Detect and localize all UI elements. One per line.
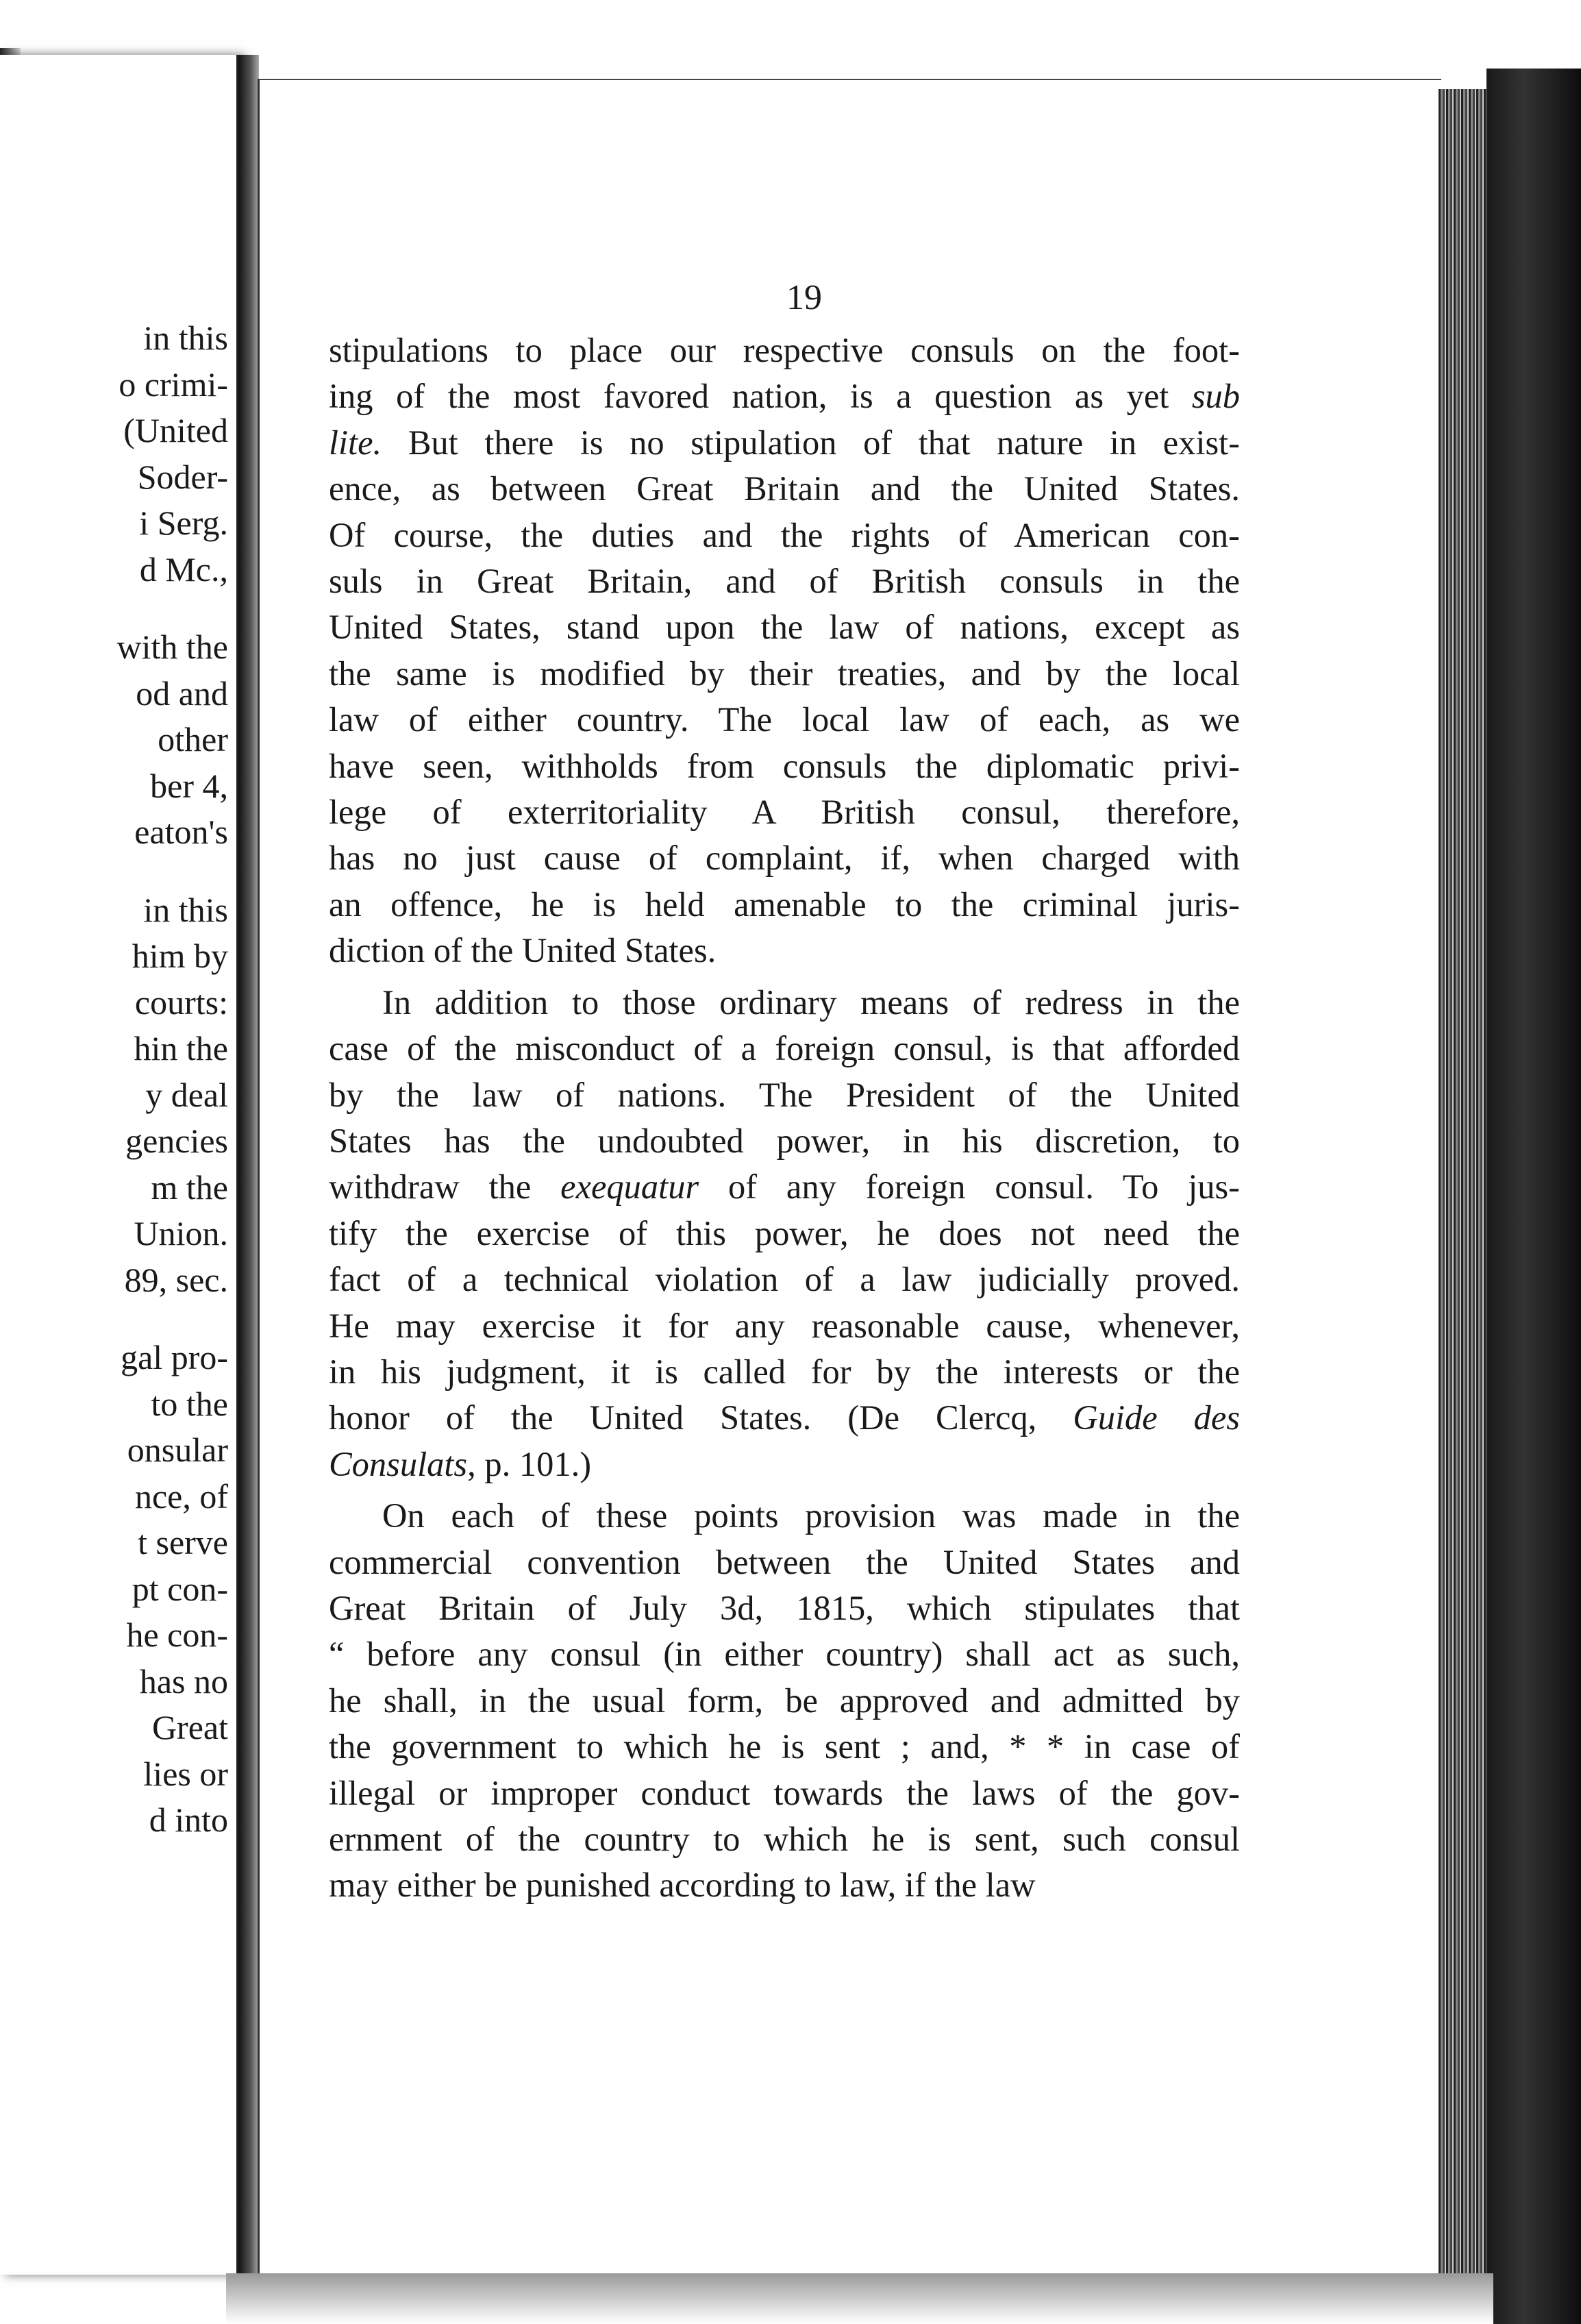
left-page-gap [2,1303,228,1335]
left-page-line: gencies [125,1122,228,1160]
text-run: has no just cause of complaint, if, when charged with [329,839,1240,878]
text-line [329,882,1240,928]
italic-run: exequatur [560,1167,699,1207]
text-run: in his judgment, it is called for by the interests or the [329,1352,1240,1391]
text-run: ing of the most favored nation, is a question as yet [329,377,1192,416]
text-run: withdraw the [329,1167,561,1207]
left-page-line: Union. [134,1214,228,1252]
text-run: suls in Great Britain, and of British consuls in the [329,562,1240,601]
left-page-line: t serve [138,1523,228,1561]
left-page-line: in this [143,319,228,357]
left-page-line: 89, sec. [124,1260,228,1299]
text-line [329,1303,1240,1349]
left-page-line: hin the [134,1029,228,1067]
left-page-text-fragments [2,315,228,1844]
text-run: of any foreign consul. To jus- [699,1167,1240,1207]
book-cover [1486,69,1581,2324]
text-run: commercial convention between the United States and [329,1542,1240,1581]
text-line [329,1770,1240,1816]
text-run: Of course, the duties and the rights of American con- [329,515,1240,554]
left-page-gap [2,856,228,887]
text-line [329,1631,1240,1677]
left-page-line: Great [151,1708,228,1746]
left-page-line: courts: [134,982,228,1022]
left-page [0,55,239,2275]
left-page-line: d into [149,1801,228,1839]
text-run: illegal or improper conduct towards the laws of the gov- [329,1773,1240,1812]
text-line [329,1257,1240,1302]
text-run: He may exercise it for any reasonable cause, whenever, [329,1306,1240,1345]
text-line [329,604,1240,650]
text-line [329,373,1240,419]
text-line [329,1442,1240,1487]
text-run: lege of exterritoriality A British consul, therefore, [329,793,1240,832]
text-run: tify the exercise of this power, he does not need the [329,1213,1240,1252]
text-run: have seen, withholds from consuls the diplomatic privi- [329,746,1240,785]
text-run: ernment of the country to which he is sent, such consul [329,1820,1240,1858]
text-line [329,1816,1240,1862]
italic-run: lite. [329,423,382,462]
text-line [329,1493,1240,1539]
page-edges [1439,89,1486,2282]
text-line [329,743,1240,789]
text-line [329,1862,1240,1908]
text-line [329,835,1240,881]
text-line [329,928,1240,974]
text-line [329,980,1240,1026]
left-page-line: (United [123,411,228,449]
text-run: stipulations to place our respective consuls on the foot- [329,331,1240,369]
text-run: United States, stand upon the law of nations, except as [329,608,1240,647]
left-page-line: o crimi- [119,364,228,404]
left-page-line: y deal [145,1075,228,1114]
paragraph [329,327,1240,974]
text-run: he shall, in the usual form, be approved and admitted by [329,1681,1240,1720]
left-page-line: with the [116,628,228,666]
left-page-line: eaton's [134,813,228,851]
left-page-line: d Mc., [139,549,228,589]
text-line [329,1164,1240,1210]
left-page-line: has no [139,1661,228,1701]
text-line [329,1118,1240,1164]
left-page-line: pt con- [132,1569,228,1608]
text-run: an offence, he is held amenable to the criminal juris- [329,885,1240,924]
text-run: , p. 101.) [467,1444,592,1483]
left-page-line: Soder- [137,457,228,496]
text-run: the same is modified by their treaties, and by the local [329,654,1240,693]
italic-run: Guide des [1073,1398,1241,1437]
bottom-shadow [226,2273,1493,2324]
left-page-line: ber 4, [150,766,228,805]
left-page-line: onsular [127,1431,228,1469]
text-line [329,1026,1240,1072]
left-page-line: in this [143,890,228,929]
left-page-line: od and [136,673,228,713]
book-gutter [238,55,259,2275]
left-page-line: nce, of [134,1476,228,1516]
text-line [329,1395,1240,1441]
text-line [329,1211,1240,1257]
text-run: by the law of nations. The President of the United [329,1075,1240,1114]
text-run: “ before any consul (in either country) shall act as such, [329,1635,1240,1674]
text-line [329,789,1240,835]
text-run: But there is no stipulation of that nature in exist- [382,423,1240,462]
text-run: law of either country. The local law of each, as we [329,700,1240,739]
left-page-gap [2,593,228,624]
text-line [329,420,1240,466]
text-line [329,1724,1240,1770]
text-line [329,558,1240,604]
text-run: the government to which he is sent ; and, * * in case of [329,1727,1240,1766]
left-page-line: to the [151,1384,228,1423]
text-run: diction of the United States. [329,931,717,970]
text-run: honor of the United States. (De Clercq, [329,1398,1073,1437]
left-page-line: he con- [126,1616,228,1654]
left-page-line: i Serg. [139,504,228,542]
left-page-line: other [158,720,228,758]
text-line [329,651,1240,697]
italic-run: Consulats [329,1444,468,1483]
text-run: States has the undoubted power, in his discretion, to [329,1121,1240,1160]
text-line [329,1678,1240,1724]
text-run: On each of these points provision was made in the [382,1496,1240,1535]
page-number: 19 [786,278,822,317]
left-page-line: lies or [143,1754,228,1793]
left-page-line: m the [151,1167,228,1207]
paragraph [329,980,1240,1487]
left-page-line: him by [132,937,228,975]
text-line [329,1540,1240,1585]
text-run: Great Britain of July 3d, 1815, which stipulates that [329,1588,1240,1627]
text-line [329,512,1240,558]
text-line [329,327,1240,373]
left-page-line: gal pro- [121,1338,228,1376]
text-run: ence, as between Great Britain and the United States. [329,469,1240,508]
italic-run: sub [1191,377,1240,416]
text-line [329,1072,1240,1118]
text-run: case of the misconduct of a foreign consul, is that afforded [329,1029,1240,1068]
text-line [329,1349,1240,1395]
text-run: fact of a technical violation of a law judicially proved. [329,1260,1240,1299]
text-run: may either be punished according to law, if the law [329,1866,1036,1905]
paragraph [329,1493,1240,1909]
text-line [329,466,1240,512]
body-text [329,327,1240,1909]
text-line [329,697,1240,743]
text-line [329,1585,1240,1631]
text-run: In addition to those ordinary means of redress in the [382,982,1240,1022]
